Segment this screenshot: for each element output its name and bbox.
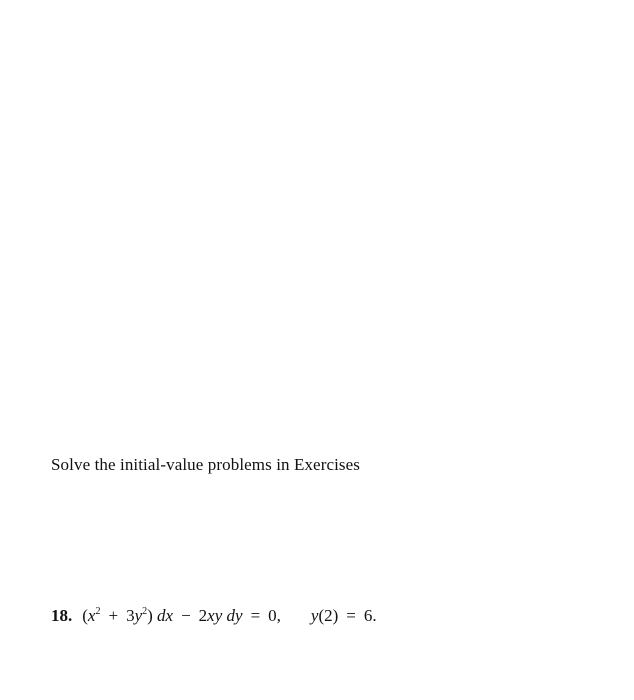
equals-sign-2: = (346, 606, 356, 625)
equals-sign: = (250, 606, 261, 625)
var-y: y (134, 606, 143, 625)
minus-sign: − (181, 606, 191, 625)
paren-close: ) (147, 606, 153, 625)
initial-condition-value: 6. (363, 606, 377, 625)
exercise-number: 18. (51, 606, 73, 625)
differential-dx: dx (157, 606, 174, 625)
exercise-instruction: Solve the initial-value problems in Exercises (51, 455, 361, 474)
paren-open: ( (82, 606, 88, 625)
coefficient-2: 2 (198, 606, 208, 625)
exponent-x: 2 (95, 606, 101, 617)
plus-sign: + (108, 606, 119, 625)
rhs-zero: 0, (268, 606, 281, 625)
coefficient-3: 3 (126, 606, 135, 625)
differential-dy: dy (226, 606, 243, 625)
exercise-18 (51, 606, 377, 626)
var-x: x (87, 606, 96, 625)
initial-condition-arg: (2) (318, 606, 339, 625)
var-xy: xy (207, 606, 223, 625)
initial-condition-y: y (310, 606, 319, 625)
equation (82, 606, 376, 625)
exponent-y: 2 (142, 606, 148, 617)
